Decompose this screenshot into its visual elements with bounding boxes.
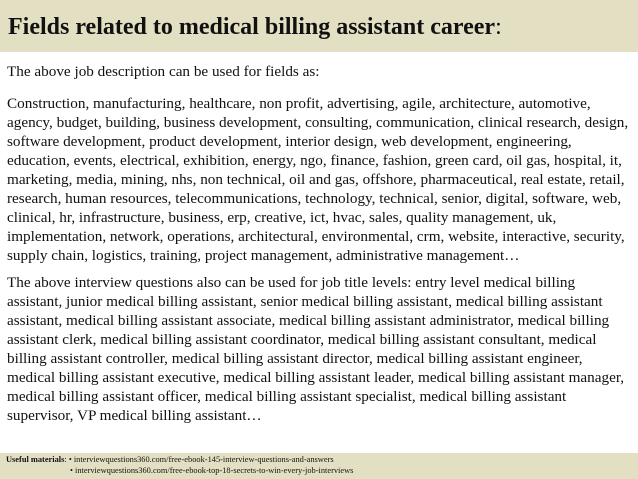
footer-link-1[interactable]: • interviewquestions360.com/free-ebook-145-interview-questions-and-answers — [68, 455, 334, 464]
slide-body — [7, 62, 633, 425]
job-levels-paragraph: The above interview questions also can be used for job title levels: entry level medical billing assistant, junior medical billing assistant, senior medical billing assistant, medical billing assistant assistant, medical billing assistant associate, medical billing assistant administrator, medical billing assistant clerk, medical billing assistant coordinator, medical billing assistant consultant, medical billing assistant controller, medical billing assistant director, medical billing assistant engineer, medical billing assistant executive, medical billing assistant leader, medical billing assistant manager, medical billing assistant officer, medical billing assistant specialist, medical billing assistant supervisor, VP medical billing assistant… — [7, 274, 625, 424]
useful-materials-label-suffix: : — [64, 455, 69, 464]
footer-row-2 — [6, 465, 353, 476]
footer-row-1 — [6, 454, 353, 465]
slide-title-colon: : — [495, 14, 502, 40]
useful-materials — [6, 454, 353, 476]
footer-link-2[interactable]: • interviewquestions360.com/free-ebook-top-18-secrets-to-win-every-job-interviews — [70, 466, 354, 475]
intro-paragraph: The above job description can be used for fields as: — [7, 63, 320, 80]
fields-paragraph: Construction, manufacturing, healthcare, non profit, advertising, agile, architecture, automotive, agency, budget, building, business development, consulting, communication, clinical research, design, software development, product development, interior design, web development, engineering, education, events, electrical, exhibition, energy, ngo, finance, fashion, green card, oil gas, hospital, it, marketing, media, mining, nhs, non technical, oil and gas, offshore, pharmaceutical, real estate, retail, research, human resources, telecommunications, technology, technical, senior, digital, software, web, clinical, hr, infrastructure, business, erp, creative, ict, hvac, sales, quality management, uk, implementation, network, operations, architectural, environmental, crm, website, interactive, security, supply chain, logistics, training, project management, administrative management… — [7, 95, 629, 264]
slide-title-text: Fields related to medical billing assistant career — [8, 14, 496, 40]
title-band — [0, 0, 638, 52]
slide-title — [8, 13, 502, 41]
footer-band — [0, 453, 638, 479]
useful-materials-label: Useful materials — [6, 455, 65, 464]
